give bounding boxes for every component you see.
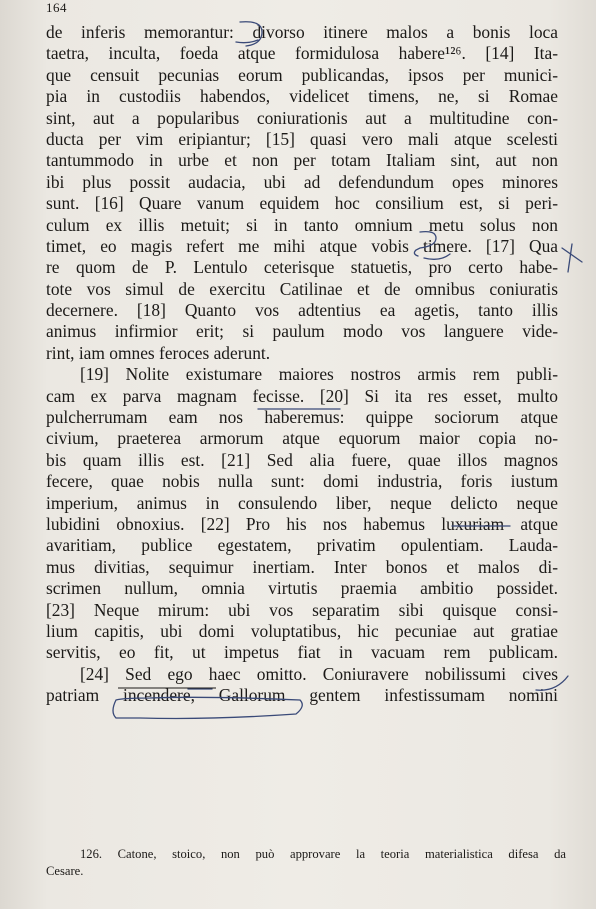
text-line: timet, eo magis refert me mihi atque vobis timere. [17] Qua [46,235,558,256]
text-line: imperium, animus in consulendo liber, neque delicto neque [46,492,558,513]
text-line: animus infirmior erit; si paulum modo vos languere vide- [46,321,558,342]
body-text [46,22,558,707]
text-line: ibi plus possit audacia, ubi ad defendundum opes minores [46,171,558,192]
footnote-line: 126. Catone, stoico, non può approvare la teoria materialistica difesa da [80,847,566,861]
cross-mark [568,244,572,272]
text-line: tantummodo in urbe et non per totam Italiam sint, aut non [46,150,558,171]
text-line: bis quam illis est. [21] Sed alia fuere, quae illos magnos [46,449,558,470]
text-line: que censuit pecunias eorum publicandas, ipsos per munici- [46,64,558,85]
text-line: patriam incendere, Gallorum gentem infestissumam nomini [46,685,558,706]
text-line: avaritiam, publice egestatem, privatim opulentiam. Lauda- [46,535,558,556]
text-line: [23] Neque mirum: ubi vos separatim sibi quisque consi- [46,599,558,620]
text-line: decernere. [18] Quanto vos adtentius ea agetis, tanto illis [46,300,558,321]
text-line: rint, iam omnes feroces aderunt. [46,342,271,363]
text-line: [19] Nolite existumare maiores nostros armis rem publi- [80,364,558,385]
text-line: lubidini obnoxius. [22] Pro his nos habemus luxuriam atque [46,513,558,534]
cross-mark [562,248,582,262]
text-line: sint, aut a popularibus coniurationis aut a multitudine con- [46,107,558,128]
text-line: pulcherrumam eam nos haberemus: quippe sociorum atque [46,407,558,428]
text-line: fecere, quae nobis nulla sunt: domi industria, foris iustum [46,471,558,492]
text-line: taetra, inculta, foeda atque formidulosa habere¹²⁶. [14] Ita- [46,43,558,64]
text-line: scrimen nullum, omnia virtutis praemia ambitio possidet. [46,578,558,599]
text-line: servitis, eo fit, ut impetus fiat in vacuam rem publicam. [46,642,558,663]
text-line: re quom de P. Lentulo ceterisque statuetis, pro certo habe- [46,257,558,278]
text-line: mus divitias, sequimur inertiam. Inter bonos et malos di- [46,556,558,577]
text-line: civium, praeterea armorum atque equorum maior copia no- [46,428,558,449]
text-line: cam ex parva magnam fecisse. [20] Si ita res esset, multo [46,385,558,406]
text-line: [24] Sed ego haec omitto. Coniuravere nobilissumi cives [80,663,558,684]
text-line: sunt. [16] Quare vanum equidem hoc consilium est, si peri- [46,193,558,214]
footnote-line: Cesare. [46,864,84,878]
text-line: de inferis memorantur: divorso itinere malos a bonis loca [46,22,558,42]
text-line: pia in custodiis habendos, videlicet timens, ne, si Romae [46,86,558,107]
text-line: culum ex illis metuit; si in tanto omnium metu solus non [46,214,558,235]
text-line: ducta per vim eripiantur; [15] quasi vero mali atque scelesti [46,128,558,149]
text-line: tote vos simul de exercitu Catilinae et de omnibus coniuratis [46,278,558,299]
page-number: 164 [46,0,67,15]
footnote [46,846,566,880]
text-line: lium capitis, ubi domi voluptatibus, hic pecuniae aut gratiae [46,620,558,641]
